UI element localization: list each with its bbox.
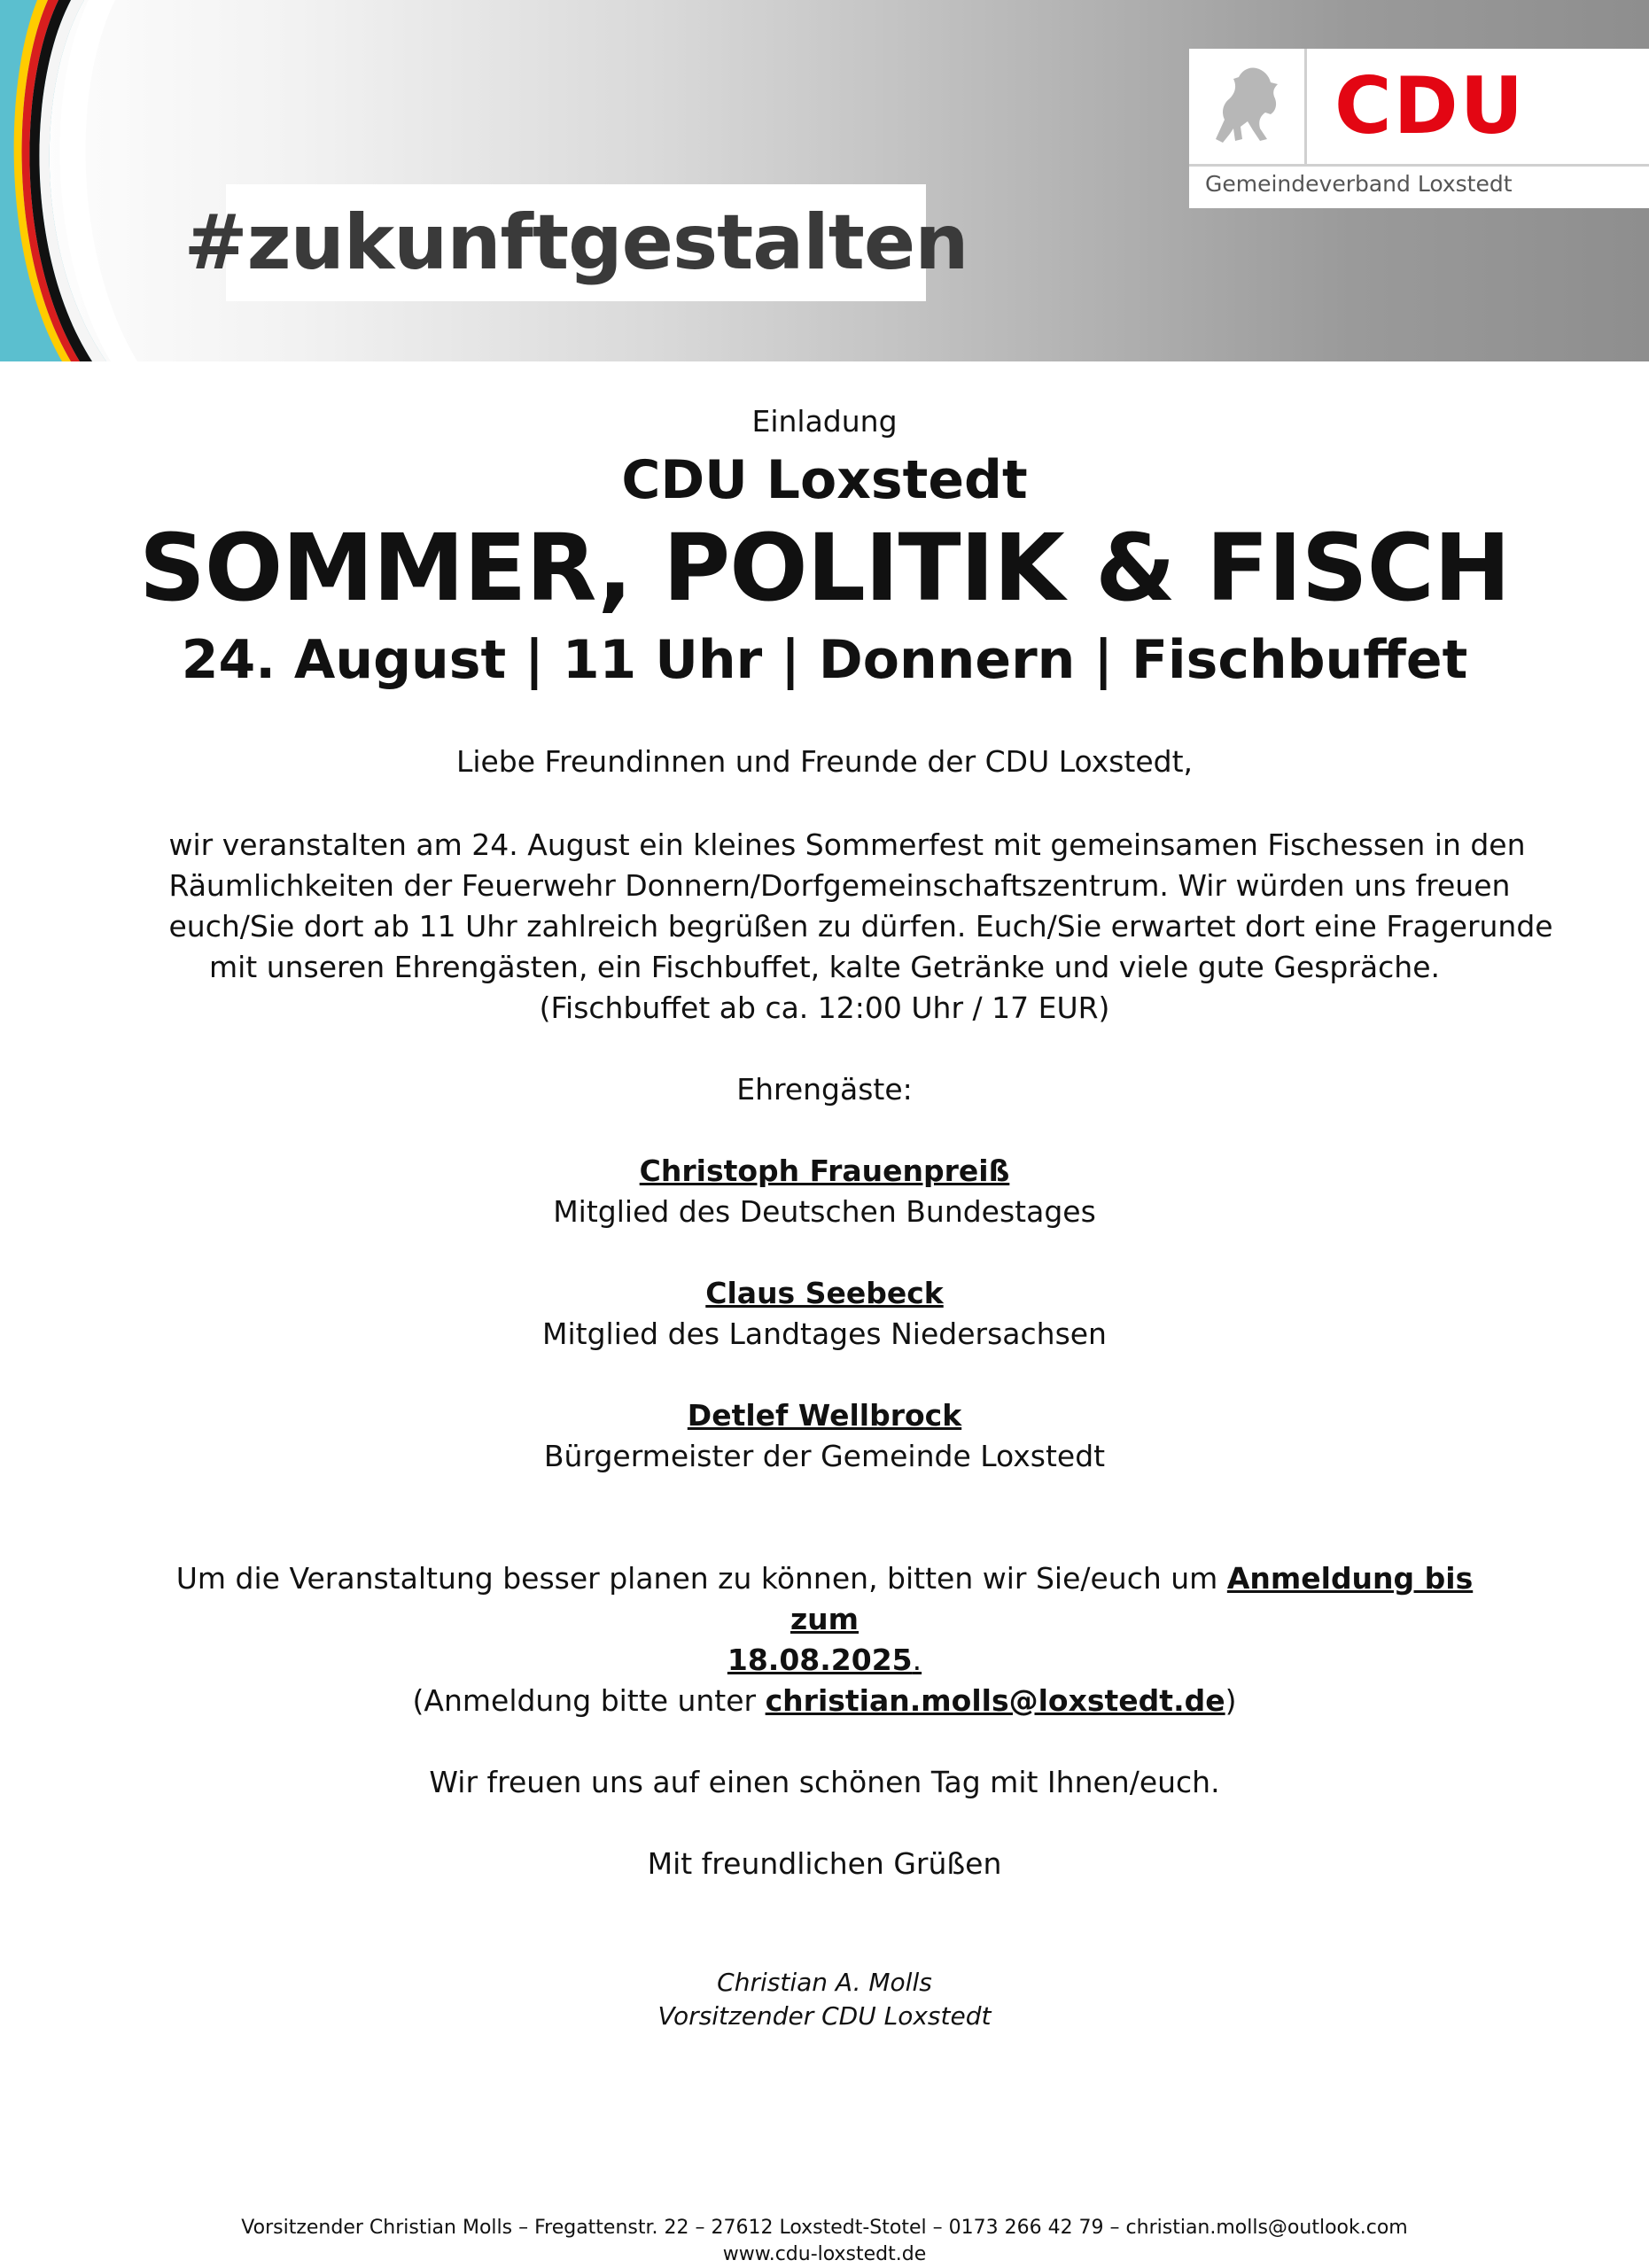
guest-entry (0, 1395, 1649, 1477)
hashtag-box (183, 184, 968, 301)
paragraph-line: mit unseren Ehrengästen, ein Fischbuffet, kalte Getränke und viele gute Gespräche. (208, 950, 1440, 985)
contact-prefix: (Anmeldung bitte unter (412, 1683, 766, 1719)
paragraph-line: wir veranstalten am 24. August ein kleines Sommerfest mit gemeinsamen Fischessen in den (168, 827, 1526, 863)
invitation-body (0, 361, 1649, 2033)
guest-name: Christoph Frauenpreiß (639, 1153, 1010, 1189)
cdu-wordmark-cell (1308, 49, 1649, 164)
logo-divider (1189, 164, 1649, 167)
guests-heading: Ehrengäste: (736, 1072, 913, 1107)
guest-entry (0, 1273, 1649, 1355)
event-details: 24. August | 11 Uhr | Donnern | Fischbuffet (181, 629, 1468, 692)
event-headline: SOMMER, POLITIK & FISCH (138, 513, 1510, 622)
footer (0, 2215, 1649, 2268)
registration-deadline-dot: . (912, 1643, 922, 1678)
registration-deadline-date: 18.08.2025 (727, 1643, 913, 1678)
footer-website-link[interactable]: www.cdu-loxstedt.de (722, 2243, 927, 2265)
guest-name: Claus Seebeck (705, 1276, 944, 1311)
registration-text: Um die Veranstaltung besser planen zu können, bitten wir Sie/euch um (175, 1561, 1227, 1596)
greeting: Liebe Freundinnen und Freunde der CDU Loxstedt, (455, 744, 1194, 780)
invitation-paragraph (168, 825, 1553, 1029)
horse-icon (1198, 58, 1295, 155)
registration-line-1 (169, 1558, 1481, 1640)
signature-title: Vorsitzender CDU Loxstedt (657, 2001, 992, 2031)
organization-title: CDU Loxstedt (621, 448, 1028, 511)
signature-name: Christian A. Molls (717, 1968, 932, 1998)
closing-regards: Mit freundlichen Grüßen (647, 1846, 1002, 1882)
contact-suffix: ) (1225, 1683, 1237, 1719)
signature (0, 1966, 1649, 2033)
cdu-wordmark: CDU (1334, 60, 1526, 151)
guest-name: Detlef Wellbrock (687, 1398, 962, 1433)
registration-deadline-label: Anmeldung bis zum (789, 1561, 1474, 1637)
guest-role: Mitglied des Landtages Niedersachsen (542, 1317, 1107, 1352)
logo-subline: Gemeindeverband Loxstedt (1205, 171, 1513, 197)
hashtag-text: #zukunftgestalten (183, 198, 968, 287)
registration-line-2 (169, 1640, 1481, 1681)
registration-note (169, 1558, 1481, 1721)
cdu-logo (1189, 49, 1649, 208)
eyebrow: Einladung (751, 404, 898, 439)
guest-entry (0, 1151, 1649, 1232)
guest-role: Mitglied des Deutschen Bundestages (553, 1194, 1096, 1230)
closing-thanks: Wir freuen uns auf einen schönen Tag mit Ihnen/euch. (429, 1765, 1220, 1800)
paragraph-line: (Fischbuffet ab ca. 12:00 Uhr / 17 EUR) (539, 990, 1110, 1026)
paragraph-line: Räumlichkeiten der Feuerwehr Donnern/Dorfgemeinschaftszentrum. Wir würden uns freuen (168, 868, 1511, 904)
paragraph-line: euch/Sie dort ab 11 Uhr zahlreich begrüßen zu dürfen. Euch/Sie erwartet dort eine Fragerunde (168, 909, 1553, 944)
contact-email-link[interactable]: christian.molls@loxstedt.de (765, 1683, 1225, 1719)
header-banner (0, 0, 1649, 361)
horse-icon-cell (1189, 49, 1307, 164)
guest-role: Bürgermeister der Gemeinde Loxstedt (543, 1439, 1106, 1474)
footer-contact: Vorsitzender Christian Molls – Fregattenstr. 22 – 27612 Loxstedt-Stotel – 0173 266 42 79 – christian.molls@outlook.com (241, 2217, 1408, 2239)
registration-contact (169, 1681, 1481, 1721)
